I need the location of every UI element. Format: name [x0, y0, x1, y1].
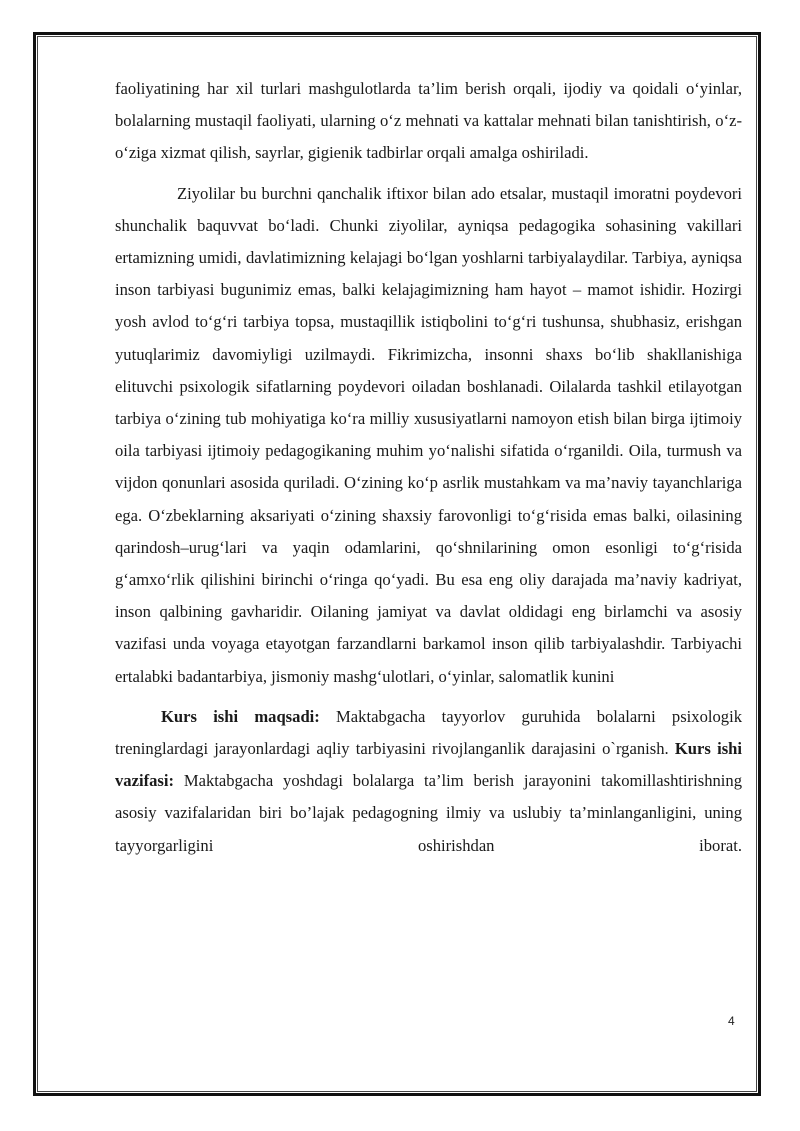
task-label: Kurs ishi vazifasi: — [115, 739, 742, 791]
paragraph-2: Ziyolilar bu burchni qanchalik iftixor bilan ado etsalar, mustaqil imoratni poydevori shunchalik baquvvat bo‘ladi. Chunki ziyolilar, ayniqsa pedagogika sohasining vakillari ertamizning umidi, davlatimizning kelajagi bo‘lgan yoshlarni tarbiyalaydilar. Tarbiya, ayniqsa inson tarbiyasi bugunimiz emas, balki kelajagimizning ham hayot – mamot ishidir. Hozirgi yosh avlod to‘g‘ri tarbiya topsa, mustaqillik istiqbolini to‘g‘ri tushunsa, shubhasiz, erishgan yutuqlarimiz davomiyligi uzilmaydi. Fikrimizcha, insonni shaxs bo‘lib shakllanishiga elituvchi psixologik sifatlarning poydevori oiladan boshlanadi. Oilalarda tashkil etilayotgan tarbiya o‘zining tub mohiyatiga ko‘ra milliy xususiyatlarni namoyon etish bilan birga ijtimoiy oila tarbiyasi ijtimoiy pedagogikaning muhim yo‘nalishi sifatida o‘rganildi. Oila, turmush va vijdon qonunlari asosida quriladi. O‘zining ko‘p asrlik mustahkam va ma’naviy tayanchlariga ega. O‘zbeklarning aksariyati o‘zining shaxsiy farovonligi to‘g‘risida emas balki, oilasining qarindosh–urug‘lari va yaqin odamlarini, qo‘shnilarining omon esonligi to‘g‘risida g‘amxo‘rlik qilishini birinchi o‘ringa qo‘yadi. Bu esa eng oliy darajada ma’naviy kadriyat, inson qalbining gavharidir. Oilaning jamiyat va davlat oldidagi eng birlamchi va asosiy vazifasi unda voyaga etayotgan farzandlarni barkamol inson qilib tarbiyalashdir. Tarbiyachi ertalabki badantarbiya, jismoniy mashg‘ulotlari, o‘yinlar, salomatlik kunini — [115, 183, 742, 686]
paragraph-1: faoliyatining har xil turlari mashgulotlarda ta’lim berish orqali, ijodiy va qoidali o‘yinlar, bolalarning mustaqil faoliyati, ularning o‘z mehnati va kattalar mehnati bilan tanishtirish, o‘z-o‘ziga xizmat qilish, sayrlar, gigienik tadbirlar orqali amalga oshiriladi. — [115, 79, 742, 163]
document-body — [115, 73, 742, 862]
page-number: 4 — [728, 1014, 735, 1028]
task-text: Maktabgacha yoshdagi bolalarga ta’lim berish jarayonini takomillashtirishning asosiy vazifalaridan biri bo’lajak pedagogning ilmiy va uslubiy ta’minlanganligini, uning tayyorgarligini oshirishdan iborat. — [115, 771, 742, 855]
paragraph-goal-and-tasks — [115, 701, 742, 862]
goal-text: Maktabgacha tayyorlov guruhida bolalarni psixologik treninglardagi jarayonlardagi aqliy tarbiyasini rivojlanganlik darajasini o`rganish. — [115, 706, 742, 759]
goal-label: Kurs ishi maqsadi: — [161, 706, 320, 726]
